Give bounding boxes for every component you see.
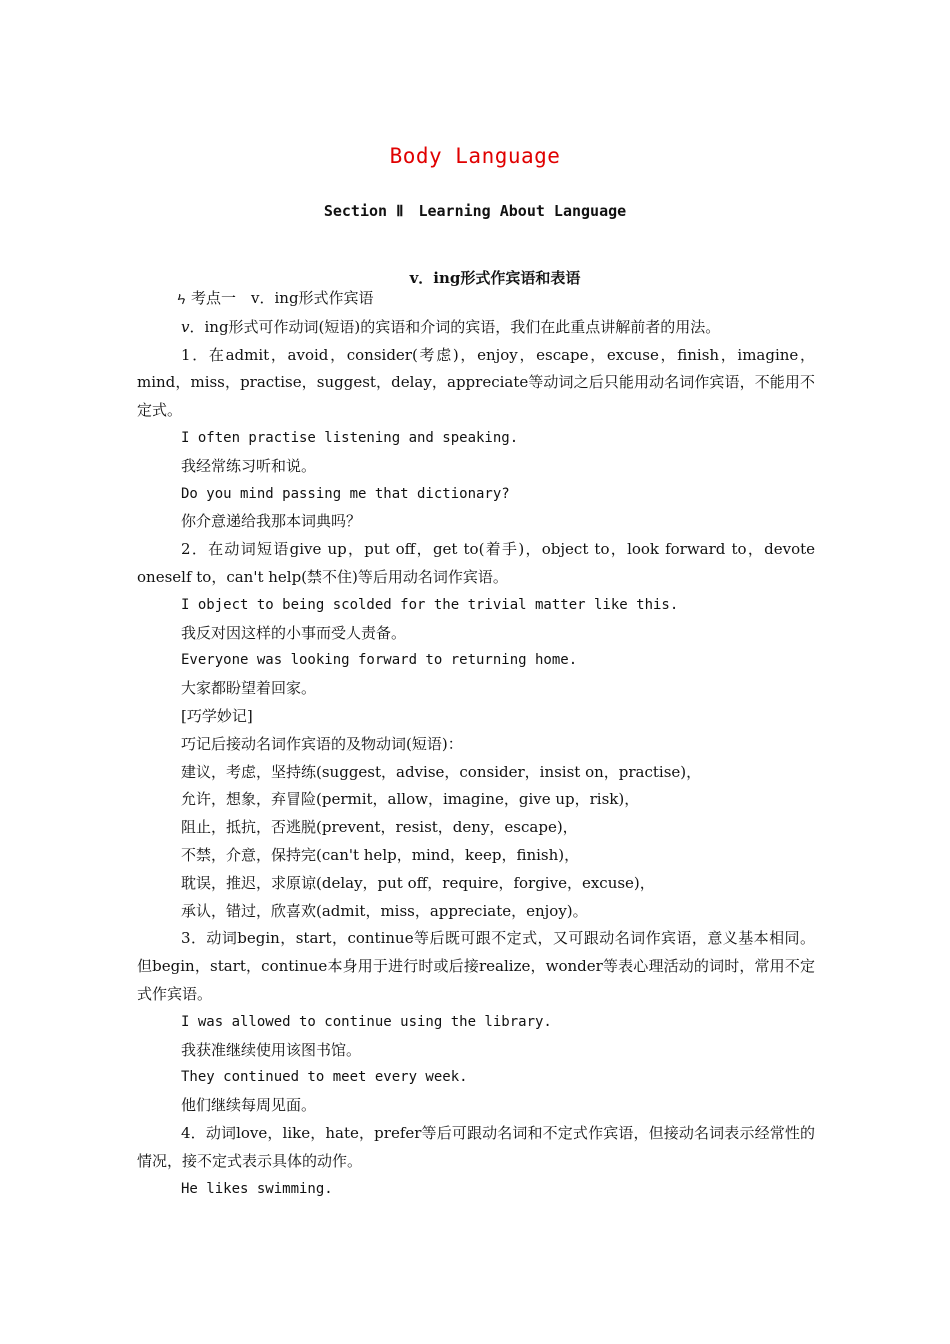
document-body — [137, 285, 815, 1203]
tip-title: [巧学妙记] — [181, 706, 253, 725]
example-5-en: I was allowed to continue using the library. — [181, 1013, 552, 1030]
example-2-cn: 你介意递给我那本词典吗？ — [181, 512, 362, 531]
example-7-en: He likes swimming. — [181, 1180, 333, 1197]
mnemonic-line: 建议，考虑，坚持练(suggest，advise，consider，insist on，practise)， — [181, 762, 702, 781]
example-3-cn: 我反对因这样的小事而受人责备。 — [181, 623, 407, 642]
example-3-en: I object to being scolded for the trivial matter like this. — [181, 596, 679, 613]
example-4-en: Everyone was looking forward to returning home. — [181, 652, 578, 669]
example-4-cn: 大家都盼望着回家。 — [181, 679, 317, 698]
point-1: 1．在admit，avoid，consider(考虑)，enjoy，escape，excuse，finish，imagine，mind，miss，practise，suggest，delay，appreciate等动词之后只能用动名词作宾语，不能用不定式。 — [137, 345, 815, 420]
kaodian-label: 考点一 v．ing形式作宾语 — [191, 289, 374, 307]
point-2: 2．在动词短语give up，put off，get to(着手)，object to，look forward to，devote oneself to，can't help(禁不住)等后用动名词作宾语。 — [137, 540, 815, 586]
section-subtitle: Section Ⅱ Learning About Language — [323, 202, 627, 220]
example-1-en: I often practise listening and speaking. — [181, 429, 519, 446]
mnemonic-line: 耽误，推迟，求原谅(delay，put off，require，forgive，excuse)， — [181, 873, 655, 892]
kaodian-marker-icon: ㄣ — [175, 292, 189, 307]
intro-text: ．ing形式可作动词(短语)的宾语和介词的宾语，我们在此重点讲解前者的用法。 — [189, 317, 721, 336]
point-4: 4．动词love，like，hate，prefer等后可跟动名词和不定式作宾语，但接动名词表示经常性的情况，接不定式表示具体的动作。 — [137, 1123, 815, 1170]
point-3: 3．动词begin，start，continue等后既可跟不定式，又可跟动名词作宾语，意义基本相同。但begin，start，continue本身用于进行时或后接realize，wonder等表心理活动的词时，常用不定式作宾语。 — [137, 929, 815, 1003]
mnemonic-line: 承认，错过，欣喜欢(admit，miss，appreciate，enjoy)。 — [181, 901, 588, 920]
kaodian-line — [137, 285, 815, 314]
intro-v: v — [181, 317, 190, 336]
example-1-cn: 我经常练习听和说。 — [181, 456, 317, 475]
mnemonic-line: 允许，想象，弃冒险(permit，allow，imagine，give up，risk)， — [181, 790, 640, 809]
example-2-en: Do you mind passing me that dictionary? — [181, 485, 510, 502]
mnemonic-line: 不禁，介意，保持完(can't help，mind，keep，finish)， — [181, 845, 580, 864]
document-title: Body Language — [389, 144, 561, 168]
topic-heading: v．ing形式作宾语和表语 — [409, 269, 581, 287]
intro-paragraph — [137, 314, 815, 342]
example-6-cn: 他们继续每周见面。 — [181, 1096, 317, 1115]
tip-intro: 巧记后接动名词作宾语的及物动词(短语)： — [181, 734, 463, 753]
example-5-cn: 我获准继续使用该图书馆。 — [181, 1040, 362, 1059]
example-6-en: They continued to meet every week. — [181, 1069, 468, 1086]
mnemonic-line: 阻止，抵抗，否逃脱(prevent，resist，deny，escape)， — [181, 818, 578, 837]
